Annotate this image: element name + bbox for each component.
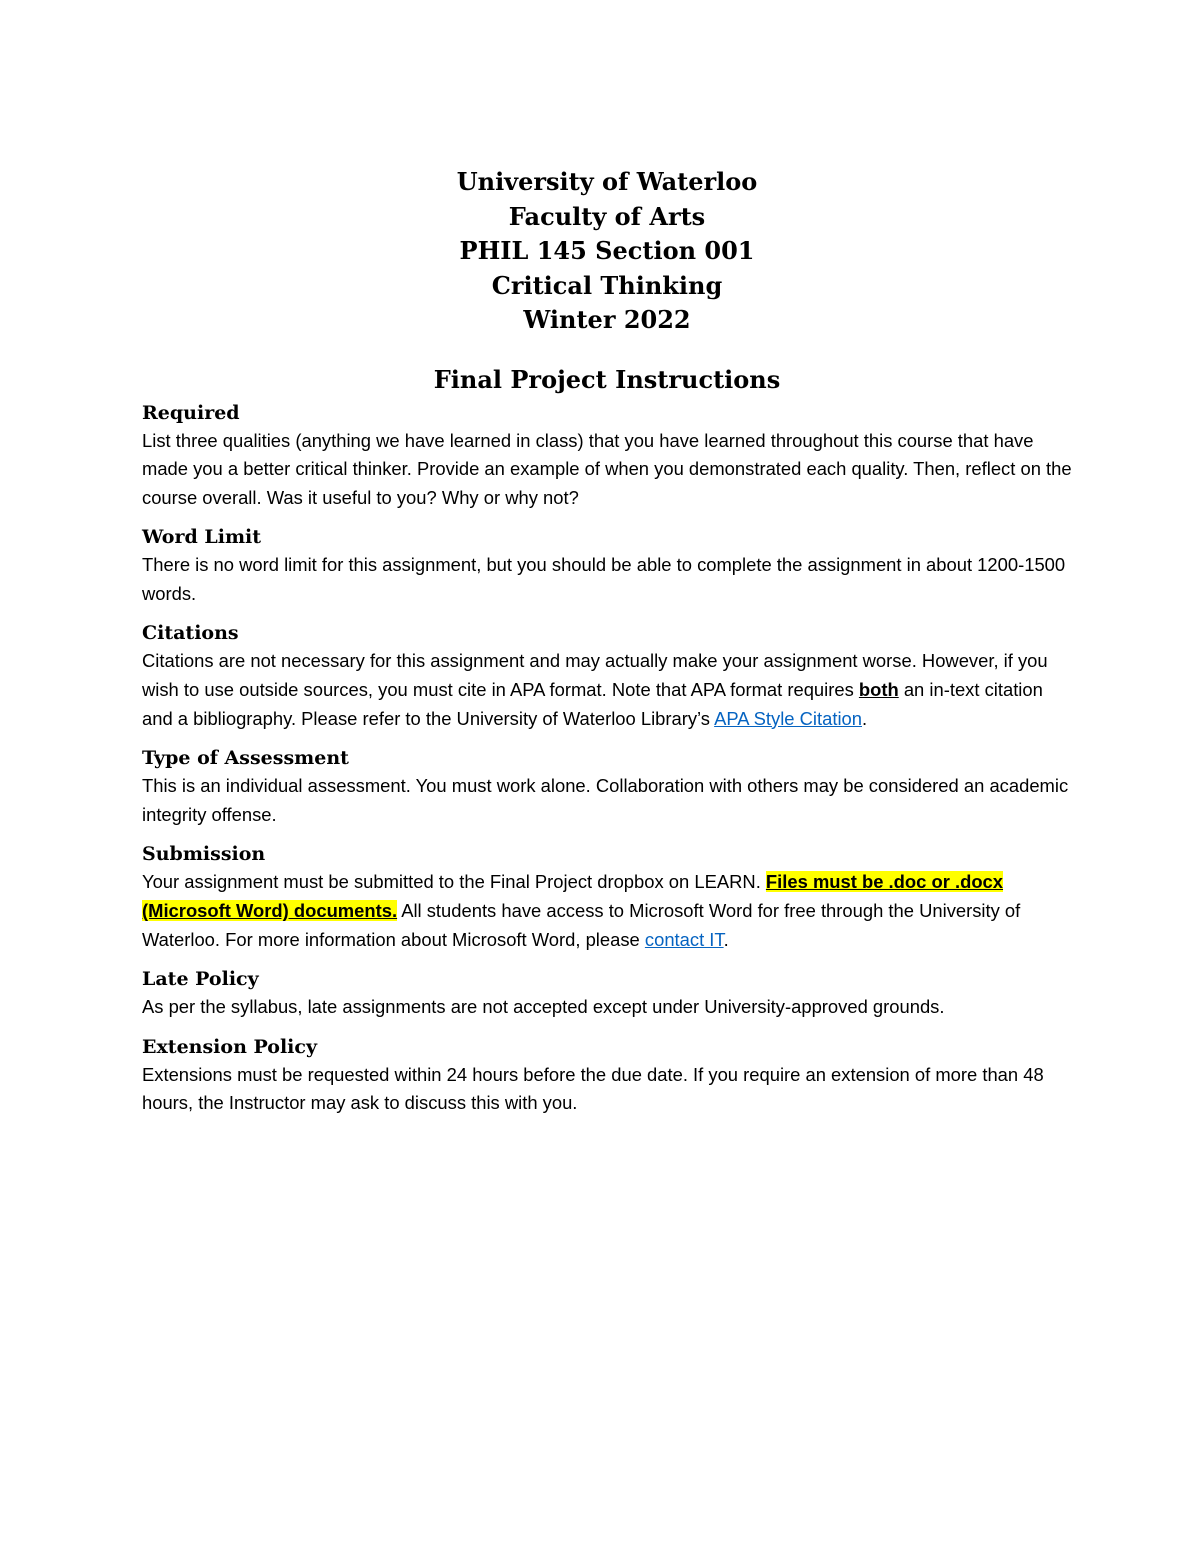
section-required: [142, 399, 1072, 513]
body-text: .: [723, 928, 729, 950]
section-heading: Type of Assessment: [142, 747, 349, 770]
section-citations: [142, 619, 1072, 733]
section-body: [142, 647, 1072, 733]
section-heading: Citations: [142, 622, 239, 645]
body-text: an in-text citation and a bibliography. Please refer to the University of Waterloo Library’s: [142, 679, 1043, 729]
section-word-limit: [142, 523, 1072, 608]
university-name: University of Waterloo: [456, 167, 758, 196]
highlighted-file-requirement: Files must be .doc or .docx (Microsoft Word) documents.: [142, 871, 1004, 922]
contact-it-link[interactable]: contact IT: [644, 928, 724, 950]
section-heading: Late Policy: [142, 968, 259, 991]
section-body: There is no word limit for this assignment, but you should be able to complete the assignment in about 1200-1500 words.: [142, 554, 1066, 604]
body-text: Citations are not necessary for this assignment and may actually make your assignment worse. However, if you wish to use outside sources, you must cite in APA format. Note that APA format requires: [142, 650, 1048, 701]
section-heading: Extension Policy: [142, 1035, 317, 1058]
emphasis-text: both: [858, 679, 899, 701]
body-text: All students have access to Microsoft Word for free through the University of Waterloo. For more information about Microsoft Word, please: [142, 900, 1021, 950]
course-code: PHIL 145 Section 001: [459, 236, 755, 265]
section-body: Extensions must be requested within 24 hours before the due date. If you require an extension of more than 48 hours, the Instructor may ask to discuss this with you.: [142, 1063, 1044, 1114]
section-late-policy: [142, 965, 1072, 1022]
body-text: .: [862, 707, 868, 729]
faculty-name: Faculty of Arts: [508, 201, 706, 231]
section-heading: Required: [142, 401, 240, 424]
section-heading: Word Limit: [142, 526, 262, 549]
section-body: [142, 868, 1072, 954]
apa-style-citation-link[interactable]: APA Style Citation: [714, 707, 862, 729]
section-body: This is an individual assessment. You must work alone. Collaboration with others may be considered an academic integrity offense.: [142, 775, 1069, 825]
course-name: Critical Thinking: [491, 270, 723, 300]
section-body: List three qualities (anything we have learned in class) that you have learned throughout this course that have made you a better critical thinker. Provide an example of when you demonstrated each quality. Then, reflect on the course overall. Was it useful to you? Why or why not?: [142, 429, 1072, 508]
body-text: Your assignment must be submitted to the Final Project dropbox on LEARN.: [142, 871, 766, 893]
section-heading: Submission: [142, 843, 266, 866]
document-title: Final Project Instructions: [433, 364, 781, 394]
document-header: [142, 165, 1072, 338]
section-body: As per the syllabus, late assignments are not accepted except under University-approved grounds.: [142, 996, 945, 1018]
section-type-of-assessment: [142, 744, 1072, 829]
term: Winter 2022: [523, 305, 691, 334]
section-submission: [142, 840, 1072, 954]
section-extension-policy: [142, 1033, 1072, 1118]
document-page: [142, 165, 1072, 1118]
